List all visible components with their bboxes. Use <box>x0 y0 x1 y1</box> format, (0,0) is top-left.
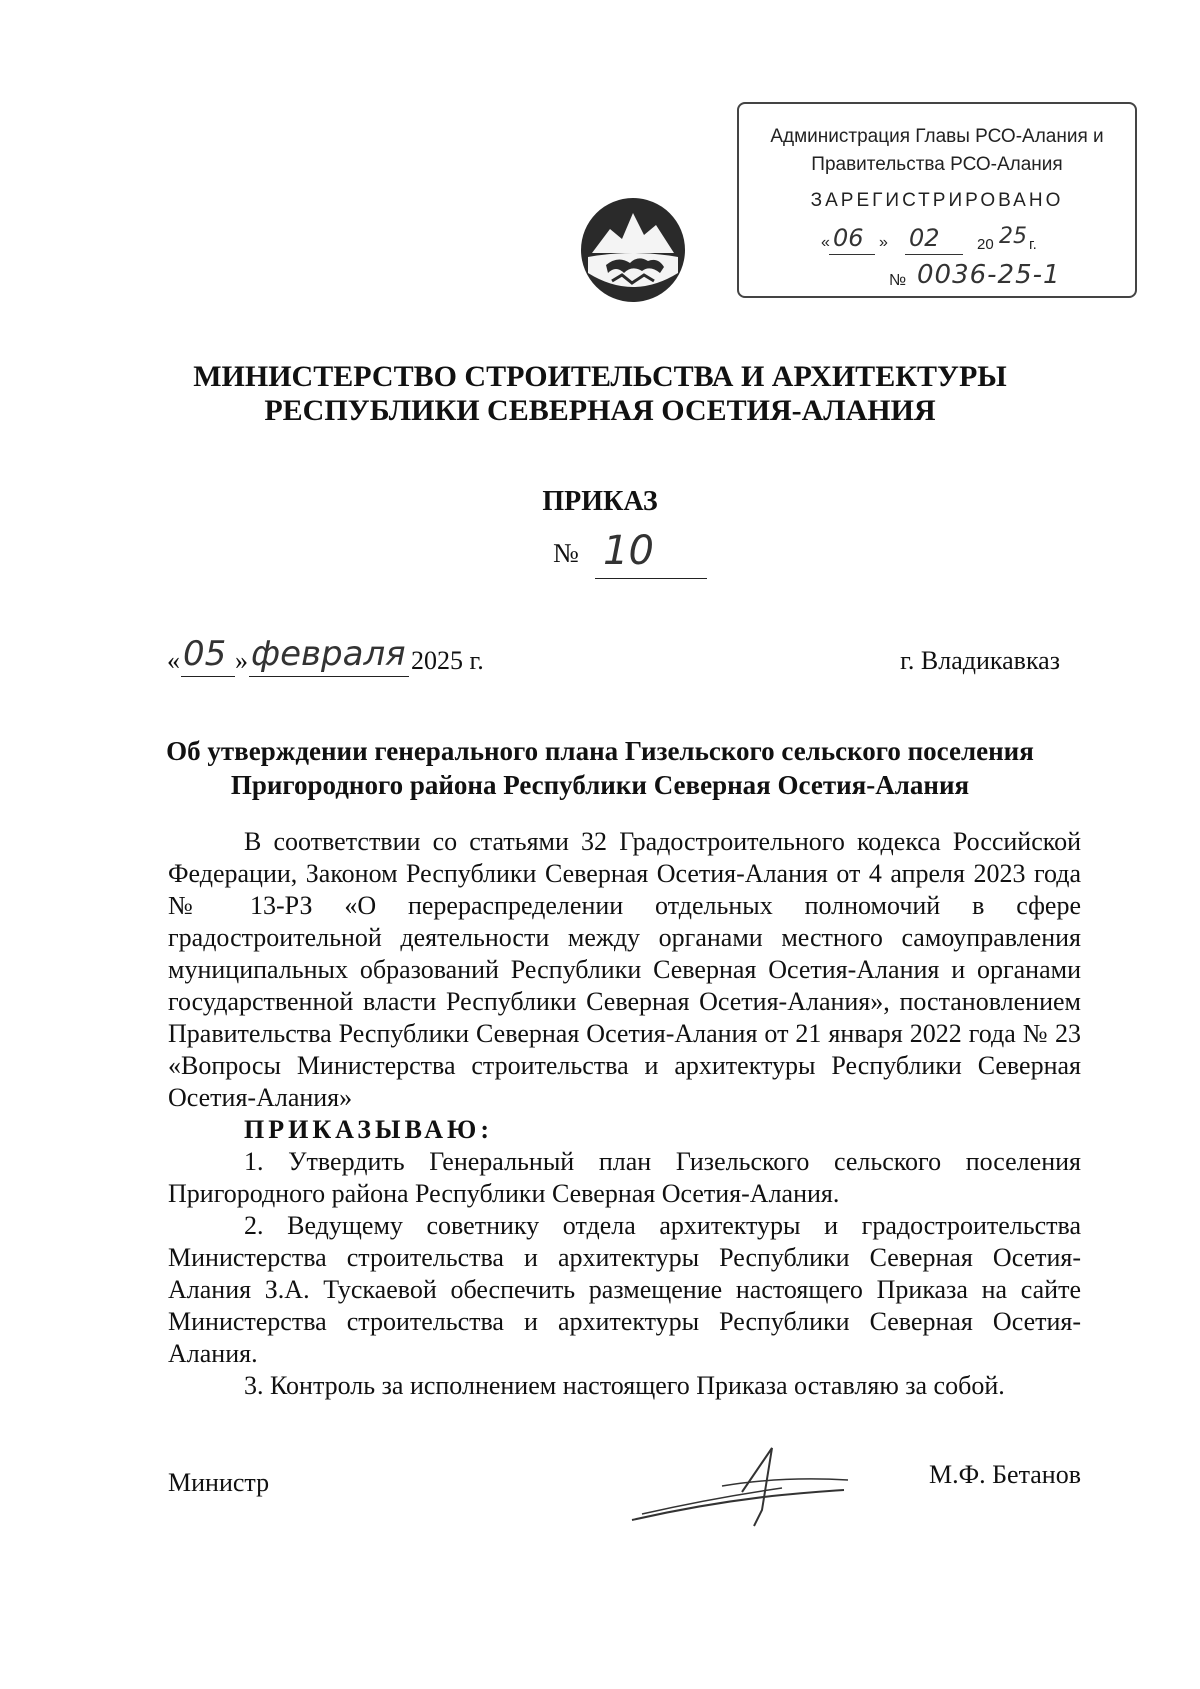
registration-stamp <box>737 102 1137 298</box>
stamp-date-year-suffix: 25 <box>999 224 1027 249</box>
coat-of-arms-emblem <box>578 195 688 305</box>
date-open-quote: « <box>167 646 180 675</box>
order-date <box>167 634 567 690</box>
preamble-paragraph: В соответствии со статьями 32 Градостроительного кодекса Российской Федерации, Законом Республики Северная Осетия-Алания от 4 апреля 2023 года № 13-РЗ «О перераспределении отдельных полномочий в сфере градостроительной деятельности между органами местного самоуправления муниципальных образований Республики Северная Осетия-Алания и органами государственной власти Республики Северная Осетия-Алания», постановлением Правительства Республики Северная Осетия-Алания от 21 января 2022 года № 23 «Вопросы Министерства строительства и архитектуры Республики Северная Осетия-Алания» <box>168 827 1081 1112</box>
stamp-org-line1: Администрация Главы РСО-Алания и <box>770 126 1104 147</box>
order-number-value: 10 <box>603 528 654 574</box>
handwritten-signature <box>622 1434 852 1534</box>
order-subject <box>0 734 1200 802</box>
stamp-date-day: 06 <box>833 224 864 252</box>
stamp-date: « 06 » 02 20 25 г. <box>821 224 1037 253</box>
signature-block <box>168 1460 1081 1530</box>
date-month: февраля <box>251 634 406 674</box>
stamp-registered-label: ЗАРЕГИСТРИРОВАНО <box>810 190 1064 211</box>
subject-line2: Пригородного района Республики Северная Осетия-Алания <box>230 770 970 800</box>
stamp-number <box>889 262 1129 296</box>
subject-line1: Об утверждении генерального плана Гизельского сельского поселения <box>166 736 1034 766</box>
order-number-label: № <box>553 538 579 568</box>
signatory-position: Министр <box>168 1468 270 1497</box>
order-item-3: 3. Контроль за исполнением настоящего Приказа оставляю за собой. <box>244 1371 1005 1400</box>
ministry-line1: МИНИСТЕРСТВО СТРОИТЕЛЬСТВА И АРХИТЕКТУРЫ <box>193 360 1007 393</box>
stamp-number-label: № <box>889 272 907 289</box>
order-word: ПРИКАЗЫВАЮ: <box>244 1115 493 1144</box>
order-item-1: 1. Утвердить Генеральный план Гизельского сельского поселения Пригородного района Республики Северная Осетия-Алания. <box>168 1147 1081 1208</box>
stamp-date-year-prefix: 20 <box>977 236 994 253</box>
order-body <box>168 826 1081 1402</box>
signatory-name: М.Ф. Бетанов <box>928 1460 1081 1489</box>
date-close-quote: » <box>235 646 248 675</box>
ministry-line2: РЕСПУБЛИКИ СЕВЕРНАЯ ОСЕТИЯ-АЛАНИЯ <box>264 394 936 427</box>
ministry-heading <box>0 360 1200 428</box>
stamp-date-month: 02 <box>909 224 940 252</box>
order-number <box>553 528 654 574</box>
stamp-date-year-mark: г. <box>1029 236 1037 253</box>
stamp-number-value: 0036-25-1 <box>917 260 1061 290</box>
order-title: ПРИКАЗ <box>542 486 658 517</box>
date-year: 2025 г. <box>411 646 484 675</box>
date-day: 05 <box>183 634 227 674</box>
order-item-2: 2. Ведущему советнику отдела архитектуры и градостроительства Министерства строительства и архитектуры Республики Северная Осетия-Алания З.А. Тускаевой обеспечить размещение настоящего Приказа на сайте Министерства строительства и архитектуры Республики Северная Осетия-Алания. <box>168 1211 1081 1368</box>
stamp-org-line2: Правительства РСО-Алания <box>811 154 1063 175</box>
city: г. Владикавказ <box>900 646 1060 675</box>
